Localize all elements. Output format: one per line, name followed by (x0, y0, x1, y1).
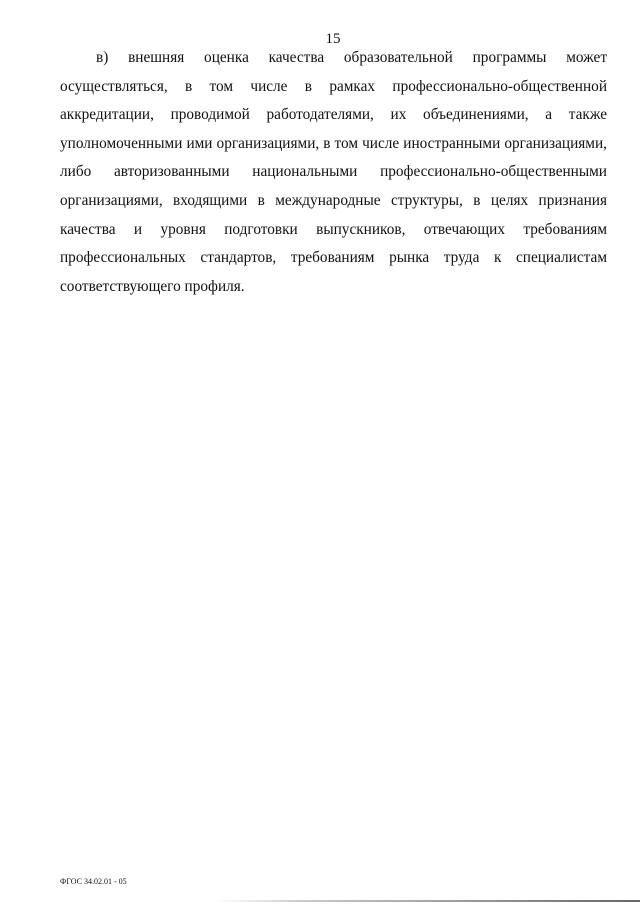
document-code-footer: ФГОС 34.02.01 - 05 (60, 877, 127, 886)
paragraph (60, 47, 607, 304)
paragraph-line: уполномоченными ими организациями, в том числе иностранными организациями, (60, 134, 607, 152)
paragraph-line: профессиональных стандартов, требованиям рынка труда к специалистам (60, 249, 607, 267)
paragraph-line: аккредитации, проводимой работодателями, их объединениями, а также (60, 106, 607, 124)
paragraph-line: качества и уровня подготовки выпускников, отвечающих требованиям (60, 220, 607, 238)
paragraph-line: либо авторизованными национальными профессионально-общественными (60, 163, 607, 181)
scan-edge-artifact (215, 900, 640, 902)
paragraph-line: в) внешняя оценка качества образовательной программы может (96, 49, 607, 66)
paragraph-line: организациями, входящими в международные структуры, в целях признания (60, 191, 607, 209)
paragraph-line: соответствующего профиля. (60, 277, 245, 295)
paragraph-line: осуществляться, в том числе в рамках профессионально-общественной (60, 77, 607, 95)
page-number: 15 (325, 31, 341, 47)
